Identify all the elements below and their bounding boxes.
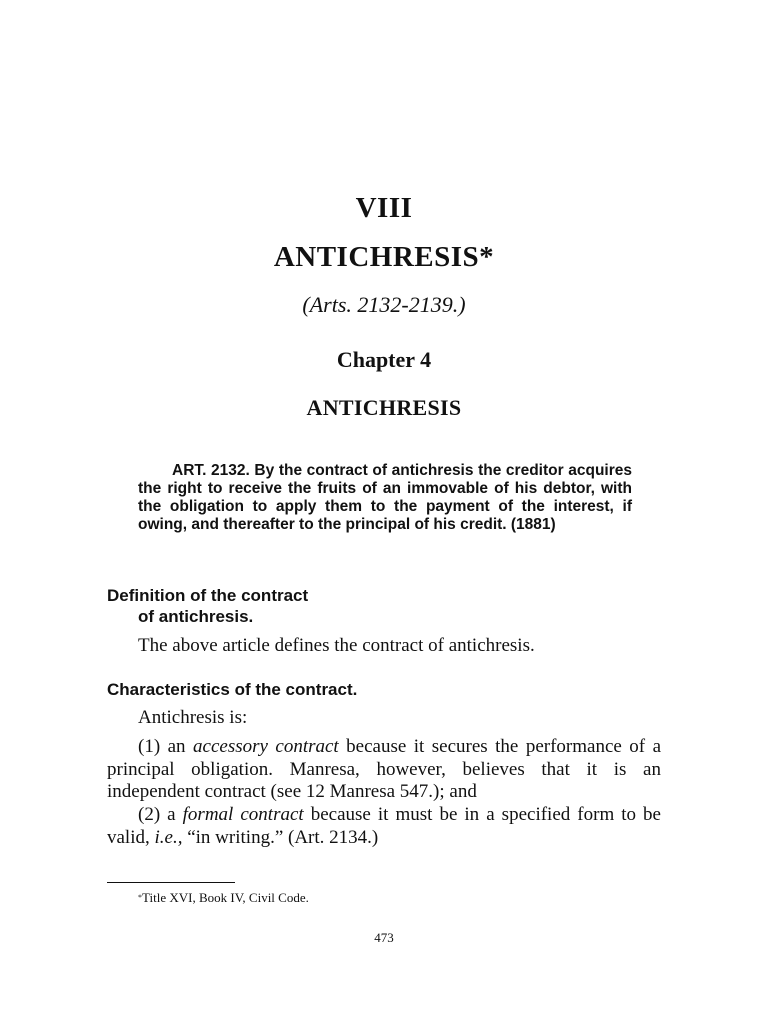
part-title: ANTICHRESIS*	[273, 241, 495, 273]
definition-heading-line2: of antichresis.	[138, 607, 254, 626]
chapter-number: Chapter 4	[336, 347, 432, 372]
definition-heading-line1: Definition of the contract	[107, 586, 309, 605]
item2-term: formal contract	[182, 804, 304, 825]
footnote-divider	[107, 882, 235, 883]
item1-term: accessory contract	[193, 736, 339, 757]
item2-rest: “in writing.” (Art. 2134.)	[182, 826, 379, 848]
item2-abbrev: i.e.,	[154, 826, 183, 848]
footnote-text: Title XVI, Book IV, Civil Code.	[142, 890, 309, 905]
item1-prefix: (1) an	[138, 736, 194, 757]
characteristics-intro: Antichresis is:	[138, 707, 248, 728]
definition-paragraph: The above article defines the contract of antichresis.	[138, 635, 535, 656]
part-number: VIII	[355, 192, 413, 224]
footnote	[138, 890, 309, 906]
characteristic-item-1	[107, 736, 661, 804]
article-2132-text: ART. 2132. By the contract of antichresis the creditor acquires the right to receive the fruits of an immovable of his debtor, with the obligation to apply them to the payment of the interest, if owing, and thereafter to the principal of his credit. (1881)	[138, 462, 632, 533]
item2-prefix: (2) a	[138, 804, 183, 825]
characteristic-item-2	[107, 804, 661, 849]
item2-middle: because it must be in a specified form to be valid,	[107, 804, 661, 848]
footnote-marker: *	[138, 893, 142, 902]
page-number: 473	[374, 930, 394, 945]
chapter-title: ANTICHRESIS	[306, 395, 462, 420]
definition-heading	[107, 585, 308, 627]
article-range: (Arts. 2132-2139.)	[302, 292, 466, 317]
item1-rest: because it secures the performance of a principal obligation. Manresa, however, believes that it is an independent contract (see 12 Manresa 547.); and	[107, 736, 661, 802]
characteristics-heading: Characteristics of the contract.	[107, 680, 358, 699]
